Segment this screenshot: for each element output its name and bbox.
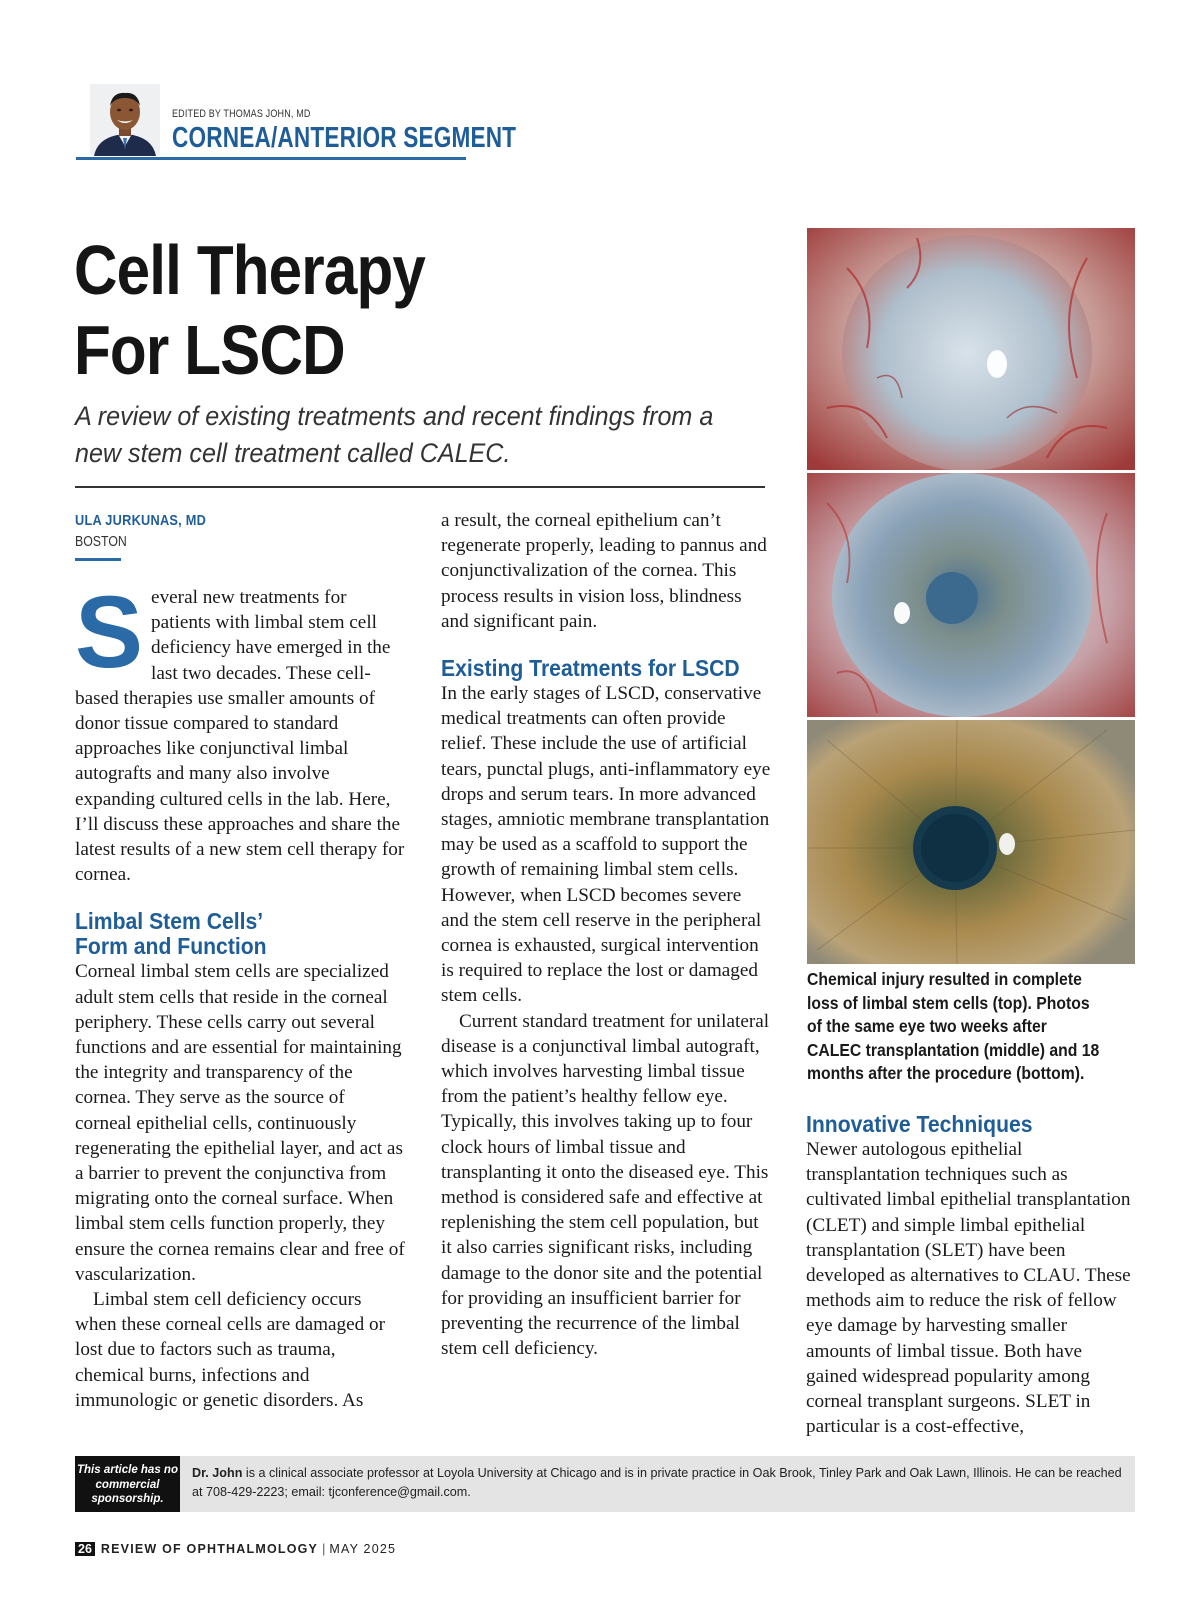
body-paragraph: Limbal stem cell deficiency occurs when these corneal cells are damaged or lost due to factors such as trauma, chemical burns, infections and immunologic or genetic disorders. As [75, 1289, 386, 1411]
post-transplant-eye-image-icon [807, 473, 1135, 717]
footer-separator: | [322, 1542, 326, 1556]
body-paragraph: In the early stages of LSCD, conservative medical treatments can often provide relief. These include the use of artificial tears, punctal plugs, anti-inflammatory eye drops and serum tears. In more advanced stages, amniotic membrane transplantation may be used as a scaffold to support the growth of remaining limbal stem cells. However, when LSCD becomes severe and the stem cell reserve in the peripheral cornea is exhausted, surgical intervention is required to replace the lost or damaged stem cells. [441, 683, 771, 1007]
eye-photo-top [807, 228, 1135, 470]
column-2 [441, 508, 771, 1362]
header-divider [76, 157, 466, 160]
article-title [74, 230, 624, 390]
editor-portrait-icon [90, 84, 160, 156]
author-name: ULA JURKUNAS, MD [75, 512, 207, 529]
author-location: BOSTON [75, 534, 127, 550]
body-paragraph: Corneal limbal stem cells are specialized adult stem cells that reside in the corneal periphery. These cells carry out several functions and are essential for maintaining the integrity and transparency of the cornea. They serve as the source of corneal epithelial cells, continuously regenerating the epithelial layer, and act as a barrier to prevent the conjunctiva from migrating onto the corneal surface. When limbal stem cells function properly, they ensure the cornea remains clear and free of vascularization. [75, 961, 405, 1285]
column-1 [75, 575, 405, 1413]
body-paragraph: a result, the corneal epithelium can’t regenerate properly, leading to pannus and conjunctivalization of the cornea. This process results in vision loss, blindness and significant pain. [441, 510, 767, 632]
injured-eye-image-icon [807, 228, 1135, 470]
editor-bio-name: Dr. John [192, 1466, 243, 1480]
healed-eye-image-icon [807, 720, 1135, 964]
article-subtitle: A review of existing treatments and recent findings from a new stem cell treatment called CALEC. [75, 401, 714, 468]
issue-date: MAY 2025 [329, 1542, 397, 1556]
subhead-limbal-stem-cells [75, 909, 379, 959]
section-title: CORNEA/ANTERIOR SEGMENT [172, 122, 517, 154]
intro-paragraph [75, 575, 405, 887]
page-number: 26 [75, 1542, 95, 1556]
body-paragraph: Newer autologous epithelial transplantation techniques such as cultivated limbal epithelial transplantation (CLET) and simple limbal epithelial transplantation (SLET) have been developed as alternatives to CLAU. These methods aim to reduce the risk of fellow eye damage by harvesting smaller amounts of limbal tissue. Both have gained widespread popularity among corneal transplant surgeons. SLET in particular is a cost-effective, [806, 1139, 1131, 1438]
drop-cap: S [75, 575, 144, 689]
article-title-line-2: For LSCD [74, 311, 345, 389]
sponsorship-notice: This article has no commercial sponsorship. [75, 1456, 180, 1512]
intro-text: everal new treatments for patients with limbal stem cell deficiency have emerged in the last two decades. These cell-based therapies use smaller amounts of donor tissue compared to standard approaches like conjunctival limbal autografts and many also involve expanding cultured cells in the lab. Here, I’ll discuss these approaches and share the latest results of a new stem cell therapy for cornea. [75, 587, 405, 886]
editor-bio-text: is a clinical associate professor at Loyola University at Chicago and is in private practice in Oak Brook, Tinley Park and Oak Lawn, Illinois. He can be reached at 708-429-2223; email: tjconference@gmail.com. [192, 1466, 1122, 1499]
subhead-line-1: Limbal Stem Cells’ [75, 908, 264, 935]
subhead-existing-treatments: Existing Treatments for LSCD [441, 655, 740, 682]
column-3 [806, 1112, 1136, 1439]
subhead-line-2: Form and Function [75, 933, 267, 960]
eye-photo-figure [807, 228, 1135, 964]
eye-photo-middle [807, 473, 1135, 717]
section-header [76, 84, 517, 162]
publication-name: REVIEW OF OPHTHALMOLOGY [100, 1542, 319, 1556]
figure-caption: Chemical injury resulted in complete loss of limbal stem cells (top). Photos of the same eye two weeks after CALEC transplantation (middle) and 18 months after the procedure (bottom). [807, 969, 1100, 1083]
author-bio-box [75, 1456, 1135, 1512]
page-footer [75, 1542, 396, 1556]
editor-bio [192, 1464, 1127, 1502]
article-title-line-1: Cell Therapy [74, 231, 426, 309]
eye-photo-bottom [807, 720, 1135, 964]
editor-avatar [90, 84, 160, 156]
body-paragraph: Current standard treatment for unilateral disease is a conjunctival limbal autograft, which involves harvesting limbal tissue from the patient’s healthy fellow eye. Typically, this involves taking up to four clock hours of limbal tissue and transplanting it onto the diseased eye. This method is considered safe and effective at replenishing the stem cell population, but it also carries significant risks, including damage to the donor site and the potential for providing an insufficient barrier for preventing the recurrence of the limbal stem cell deficiency. [441, 1010, 770, 1360]
byline-divider [75, 558, 121, 561]
title-divider [75, 486, 765, 488]
edited-by-label: EDITED BY THOMAS JOHN, MD [172, 108, 311, 120]
subhead-innovative-techniques: Innovative Techniques [806, 1111, 1033, 1137]
